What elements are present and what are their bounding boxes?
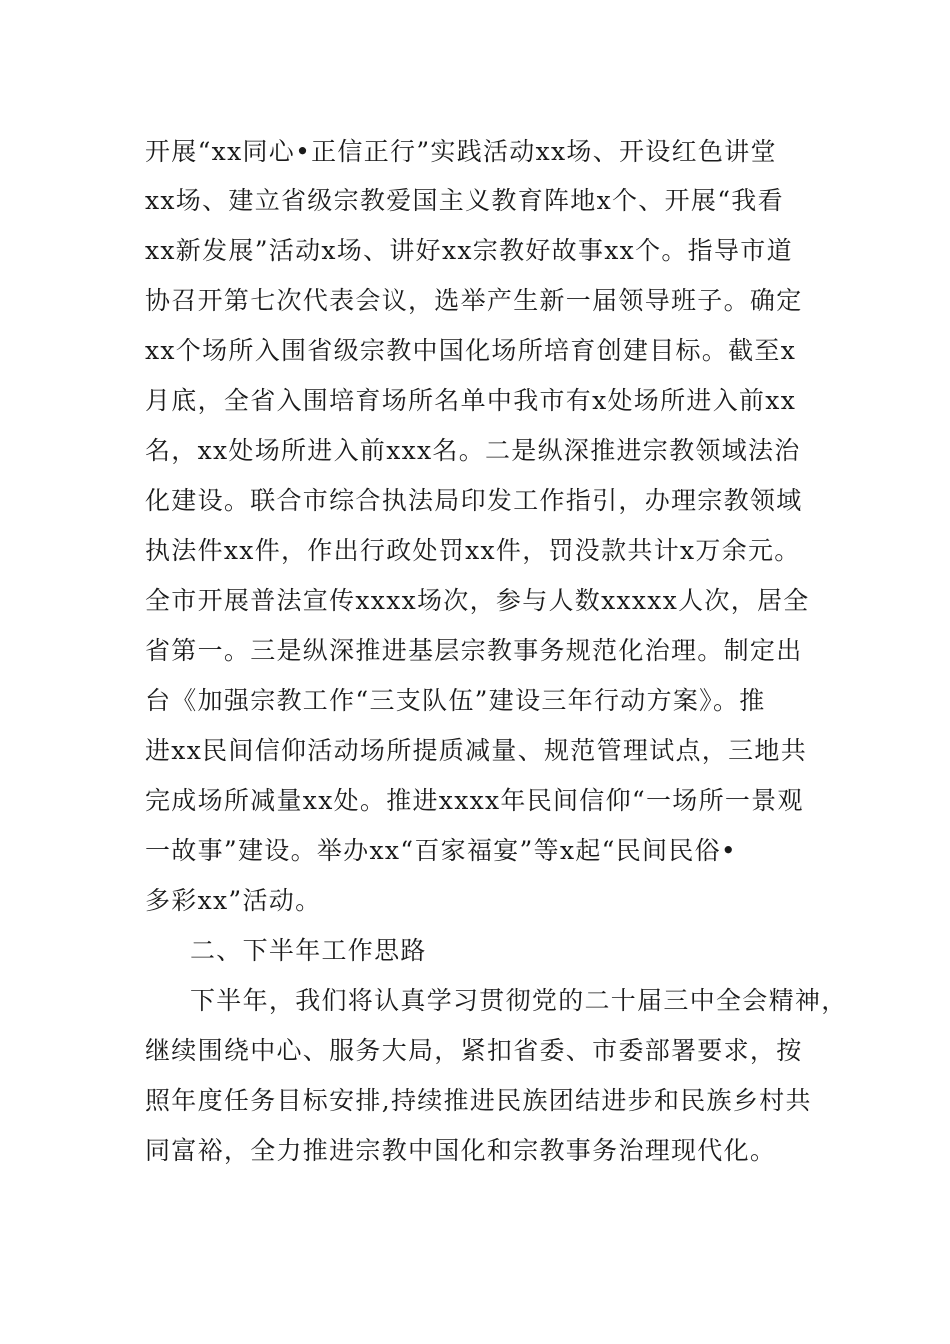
body-text-line: 执法件xx件，作出行政处罚xx件，罚没款共计x万余元。 bbox=[145, 536, 801, 565]
body-text-line: 开展“xx同心•正信正行”实践活动xx场、开设红色讲堂 bbox=[145, 137, 777, 166]
paragraph-line: 下半年，我们将认真学习贯彻党的二十届三中全会精神， bbox=[190, 986, 848, 1015]
section-heading: 二、下半年工作思路 bbox=[190, 936, 427, 965]
body-text-line: xx场、建立省级宗教爱国主义教育阵地x个、开展“我看 bbox=[145, 186, 784, 215]
paragraph-line: 同富裕，全力推进宗教中国化和宗教事务治理现代化。 bbox=[145, 1136, 777, 1165]
body-text-line: 全市开展普法宣传xxxx场次，参与人数xxxxx人次，居全 bbox=[145, 586, 810, 615]
body-text-line: 多彩xx”活动。 bbox=[145, 886, 322, 915]
body-text-line: 月底，全省入围培育场所名单中我市有x处场所进入前xx bbox=[145, 386, 797, 415]
body-text-line: 进xx民间信仰活动场所提质减量、规范管理试点，三地共 bbox=[145, 736, 808, 765]
body-text-line: 协召开第七次代表会议，选举产生新一届领导班子。确定 bbox=[145, 286, 803, 315]
body-text-line: 省第一。三是纵深推进基层宗教事务规范化治理。制定出 bbox=[145, 636, 803, 665]
paragraph-line: 照年度任务目标安排,持续推进民族团结进步和民族乡村共 bbox=[145, 1086, 812, 1115]
paragraph-line: 继续围绕中心、服务大局，紧扣省委、市委部署要求，按 bbox=[145, 1036, 803, 1065]
body-text-line: 台《加强宗教工作“三支队伍”建设三年行动方案》。推 bbox=[145, 686, 766, 715]
body-text-line: 名，xx处场所进入前xxx名。二是纵深推进宗教领域法治 bbox=[145, 436, 801, 465]
body-text-line: 完成场所减量xx处。推进xxxx年民间信仰“一场所一景观 bbox=[145, 786, 804, 815]
body-text-line: 化建设。联合市综合执法局印发工作指引，办理宗教领域 bbox=[145, 486, 803, 515]
body-text-line: 一故事”建设。举办xx“百家福宴”等x起“民间民俗• bbox=[145, 836, 737, 865]
body-text-line: xx新发展”活动x场、讲好xx宗教好故事xx个。指导市道 bbox=[145, 236, 793, 265]
body-text-line: xx个场所入围省级宗教中国化场所培育创建目标。截至x bbox=[145, 336, 797, 365]
